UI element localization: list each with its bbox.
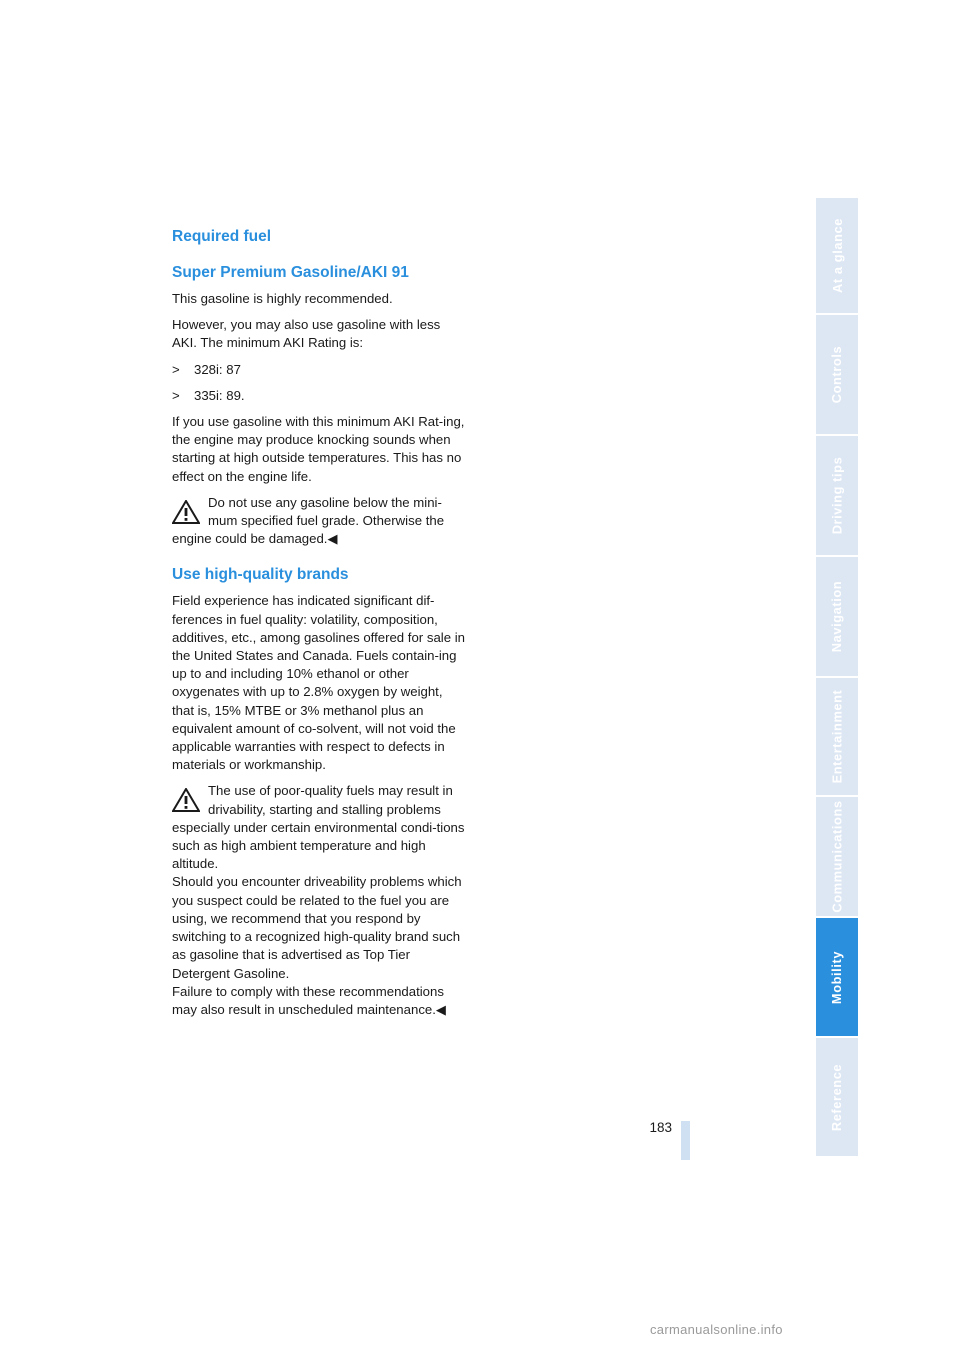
tab-label: Reference [829,1063,845,1131]
warning-text: engine could be damaged.◀ [172,531,338,547]
warning-note [172,782,466,1019]
tab-driving-tips[interactable] [816,436,858,555]
warning-text: The use of poor-quality fuels may result in drivability, starting and stalling problems [208,783,453,817]
chapter-tabs [816,198,858,1158]
tab-controls[interactable] [816,315,858,434]
list-item [172,361,466,379]
list-item-text: 335i: 89. [194,387,245,403]
list-item-text: 328i: 87 [194,361,241,377]
warning-text: Failure to comply with these recommendations may also result in unscheduled maintenance.◀ [172,983,447,1017]
warning-triangle-icon [172,788,200,812]
warning-text: especially under certain environmental condi-tions such as high ambient temperature and high altitude. [172,819,465,872]
tab-reference[interactable] [816,1038,858,1156]
tab-label: Mobility [829,950,845,1004]
tab-communications[interactable] [816,797,858,916]
bullet-mark: > [172,387,180,403]
warning-text: Should you encounter driveability problems which you suspect could be related to the fuel you are using, we recommend that you respond by switching to a recognized high-quality brand such as gasoline that is advertised as Top Tier Detergent Gasoline. [172,874,462,981]
warning-note [172,494,466,549]
subsection-title-brands: Use high-quality brands [172,566,349,584]
tab-label: At a glance [829,218,845,293]
paragraph: However, you may also use gasoline with less AKI. The minimum AKI Rating is: [172,317,441,351]
subsection-title-fuel: Super Premium Gasoline/AKI 91 [172,264,409,281]
bullet-mark: > [172,361,180,377]
tab-label: Entertainment [829,689,845,784]
tab-label: Navigation [829,580,845,653]
paragraph: This gasoline is highly recommended. [172,291,393,306]
list-item [172,387,466,405]
page-marker-bar [681,1121,690,1160]
paragraph: If you use gasoline with this minimum AKI Rat-ing, the engine may produce knocking sounds when starting at high outside temperatures. This has no effect on the engine life. [172,414,465,484]
warning-triangle-icon [172,500,200,524]
tab-label: Communications [829,800,845,913]
warning-text: Do not use any gasoline below the mini-mum specified fuel grade. Otherwise the [208,494,445,529]
page-number: 183 [649,1120,672,1135]
tab-mobility[interactable] [816,918,858,1036]
tab-label: Driving tips [829,456,845,535]
main-content [172,226,466,1029]
section-title: Required fuel [172,228,272,245]
tab-at-a-glance[interactable] [816,198,858,313]
paragraph: Field experience has indicated significant dif-ferences in fuel quality: volatility, composition, additives, etc., among gasolines offered for sale in the United States and Canada. Fuels contain-ing up to and including 10% ethanol or other oxygenates with up to 2.8% oxygen by weight, that is, 15% MTBE or 3% methanol plus an equivalent amount of co-solvent, will not void the applicable warranties with respect to defects in materials or workmanship. [172,593,465,773]
watermark: carmanualsonline.info [650,1322,783,1337]
tab-navigation[interactable] [816,557,858,676]
tab-entertainment[interactable] [816,678,858,795]
tab-label: Controls [829,345,845,404]
